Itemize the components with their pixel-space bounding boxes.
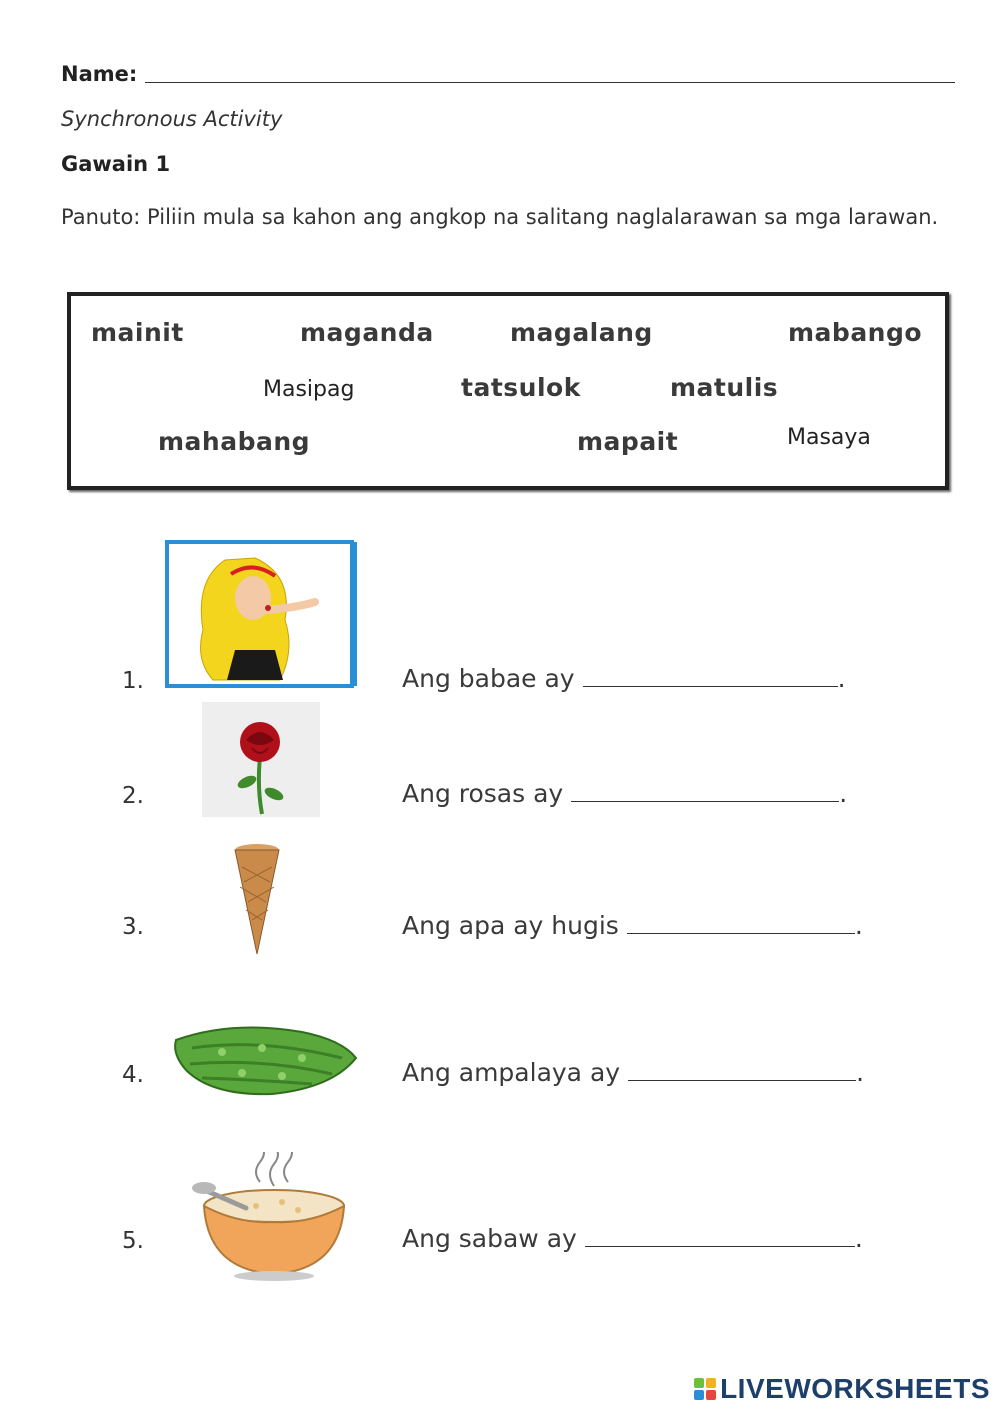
word-bank-item: Masipag xyxy=(263,377,355,402)
soup-bowl-image xyxy=(190,1152,356,1282)
item-number: 2. xyxy=(122,783,144,809)
word-bank-item: matulis xyxy=(670,373,779,402)
logo-text: LIVEWORKSHEETS xyxy=(720,1373,990,1404)
sentence-text: Ang sabaw ay xyxy=(402,1224,577,1253)
sentence-text: Ang babae ay xyxy=(402,664,575,693)
item-sentence xyxy=(402,911,863,940)
name-label: Name: xyxy=(61,62,138,86)
answer-blank[interactable] xyxy=(571,801,839,802)
period: . xyxy=(854,1224,863,1253)
answer-blank[interactable] xyxy=(585,1246,855,1247)
word-bank-item: mainit xyxy=(91,318,184,347)
sentence-text: Ang rosas ay xyxy=(402,779,564,808)
word-bank-item: mapait xyxy=(577,427,679,456)
period: . xyxy=(839,779,848,808)
word-bank-item: Masaya xyxy=(787,425,871,450)
word-bank-item: maganda xyxy=(300,318,434,347)
period: . xyxy=(854,911,863,940)
activity-title: Gawain 1 xyxy=(61,152,171,176)
logo-mark-icon xyxy=(694,1378,716,1400)
word-bank-item: mabango xyxy=(788,318,923,347)
girl-blowing-kiss-image xyxy=(165,540,360,690)
item-sentence xyxy=(402,1224,863,1253)
word-bank-item: mahabang xyxy=(158,427,311,456)
bitter-gourd-image xyxy=(172,1018,360,1098)
word-bank-item: magalang xyxy=(510,318,653,347)
name-input-line[interactable] xyxy=(145,82,955,83)
item-sentence xyxy=(402,779,847,808)
period: . xyxy=(837,664,846,693)
answer-blank[interactable] xyxy=(583,686,838,687)
sentence-text: Ang ampalaya ay xyxy=(402,1058,621,1087)
item-sentence xyxy=(402,1058,864,1087)
period: . xyxy=(856,1058,865,1087)
ice-cream-cone-image xyxy=(232,842,282,958)
answer-blank[interactable] xyxy=(628,1080,856,1081)
item-number: 5. xyxy=(122,1228,144,1254)
red-rose-image xyxy=(202,702,320,817)
instructions: Panuto: Piliin mula sa kahon ang angkop na salitang naglalarawan sa mga larawan. xyxy=(61,205,939,229)
word-bank-item: tatsulok xyxy=(461,373,581,402)
item-number: 1. xyxy=(122,668,144,694)
item-number: 3. xyxy=(122,914,144,940)
subtitle: Synchronous Activity xyxy=(61,107,283,131)
sentence-text: Ang apa ay hugis xyxy=(402,911,619,940)
item-sentence xyxy=(402,664,846,693)
item-number: 4. xyxy=(122,1062,144,1088)
answer-blank[interactable] xyxy=(627,933,855,934)
liveworksheets-logo xyxy=(694,1373,990,1405)
